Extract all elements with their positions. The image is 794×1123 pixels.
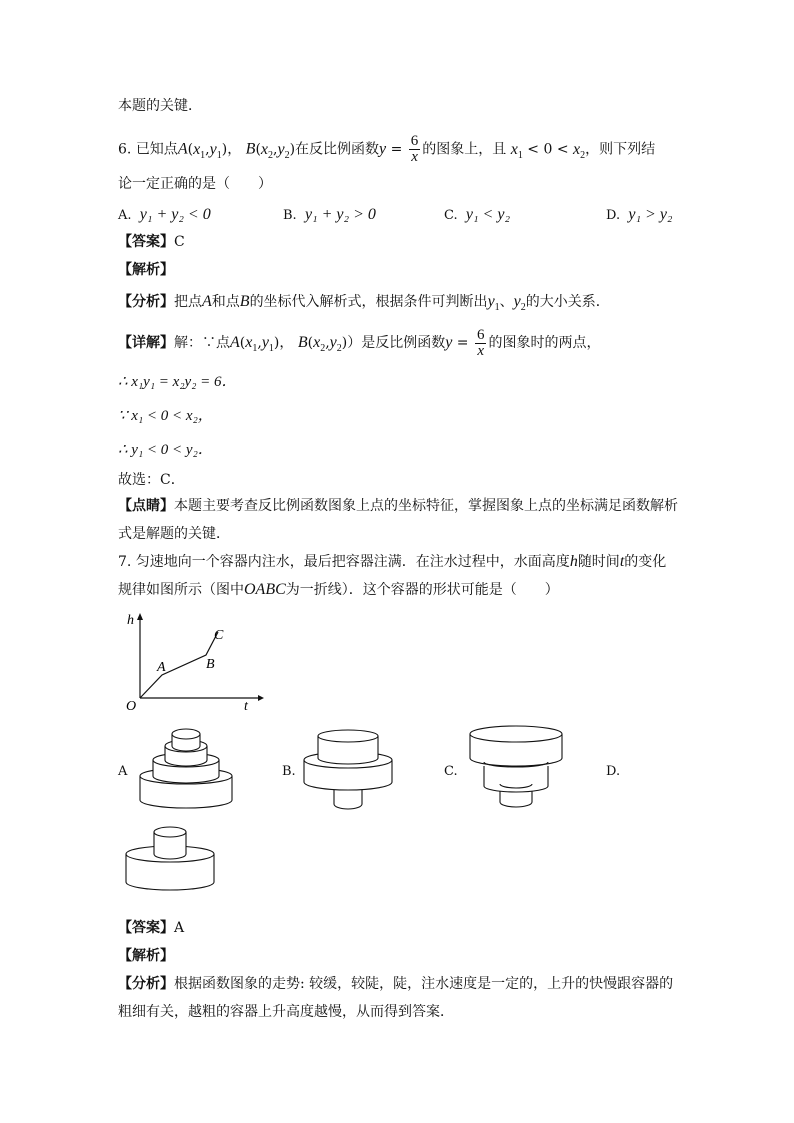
h-t-graph (118, 608, 268, 712)
question-7-line2: 规律如图所示（图中OABC为一折线）．这个容器的形状可能是（ ） (118, 581, 559, 598)
question-6-line2: 论一定正确的是（ ） (118, 176, 272, 192)
step-2: ∵ x₁ < 0 < x₂， (118, 408, 213, 424)
question-7-stem: 7. 匀速地向一个容器内注水，最后把容器注满．在注水过程中，水面高度h随时间t的变化 (118, 553, 667, 570)
answer-line-7: 【答案】A (118, 920, 185, 936)
option-b: B. y₁ + y₂ > 0 (283, 206, 376, 223)
fenxi-7: 【分析】根据函数图象的走势: 较缓，较陡，陡，注水速度是一定的，上升的快慢跟容器的 (118, 976, 674, 992)
fenxi-6: 【分析】把点A和点B的坐标代入解析式，根据条件可判断出$y_1$、$y_2$的大小关系． (118, 293, 610, 313)
detail-6: 【详解】解：∵点$A(x_1,y_1)$， $B(x_2,y_2)$）是反比例函数y = $\frac{6}{x}$ 的图象时的两点， (118, 326, 601, 359)
point-c-label: C (214, 628, 224, 643)
option-d-label: D. (606, 764, 621, 779)
t-axis-arrow (258, 695, 264, 701)
h-label: h (127, 613, 134, 628)
text-line: 本题的关键． (118, 98, 202, 114)
option-a: A. y₁ + y₂ < 0 (118, 206, 211, 223)
option-a-label: A (118, 764, 128, 779)
question-number: 6. (118, 141, 132, 158)
fraction-6-over-x: $\frac{6}{x}$ (476, 326, 485, 359)
dianjing-6-line2: 式是解题的关键． (118, 526, 230, 542)
option-c: C. y₁ < y₂ (444, 206, 511, 223)
container-b-image (302, 728, 394, 812)
point-b-label: B (206, 657, 215, 672)
answer-line-6: 【答案】C (118, 234, 185, 250)
container-c-image (468, 722, 564, 814)
t-label: t (244, 699, 248, 712)
option-d: D. y₁ > y₂ (606, 206, 673, 223)
analysis-tag-7: 【解析】 (118, 948, 174, 964)
fraction-6-over-x: $\frac{6}{x}$ (410, 133, 419, 165)
fenxi-7-line2: 粗细有关，越粗的容器上升高度越慢，从而得到答案． (118, 1004, 454, 1020)
option-b-label: B. (282, 764, 296, 779)
container-a-image (138, 728, 234, 812)
step-1: ∴ x₁y₁ = x₂y₂ = 6． (118, 374, 237, 390)
choose-line: 故选：C． (118, 472, 185, 488)
option-c-label: C. (444, 764, 458, 779)
dianjing-6: 【点睛】本题主要考查反比例函数图象上点的坐标特征，掌握图象上点的坐标满足函数解析 (118, 498, 678, 514)
container-d-image (124, 824, 216, 908)
analysis-tag-6: 【解析】 (118, 262, 174, 278)
h-axis-arrow (137, 613, 143, 620)
point-a-label: A (157, 660, 166, 675)
step-3: ∴ y₁ < 0 < y₂． (118, 442, 213, 458)
origin-label: O (126, 699, 137, 712)
question-6-stem: 6. 已知点$A(x_1,y_1)$， $B(x_2,y_2)$在反比例函数y = $\frac{6}{x}$ 的图象上，且 $x_1 < 0 < x_2$，则下列结 (118, 133, 656, 165)
